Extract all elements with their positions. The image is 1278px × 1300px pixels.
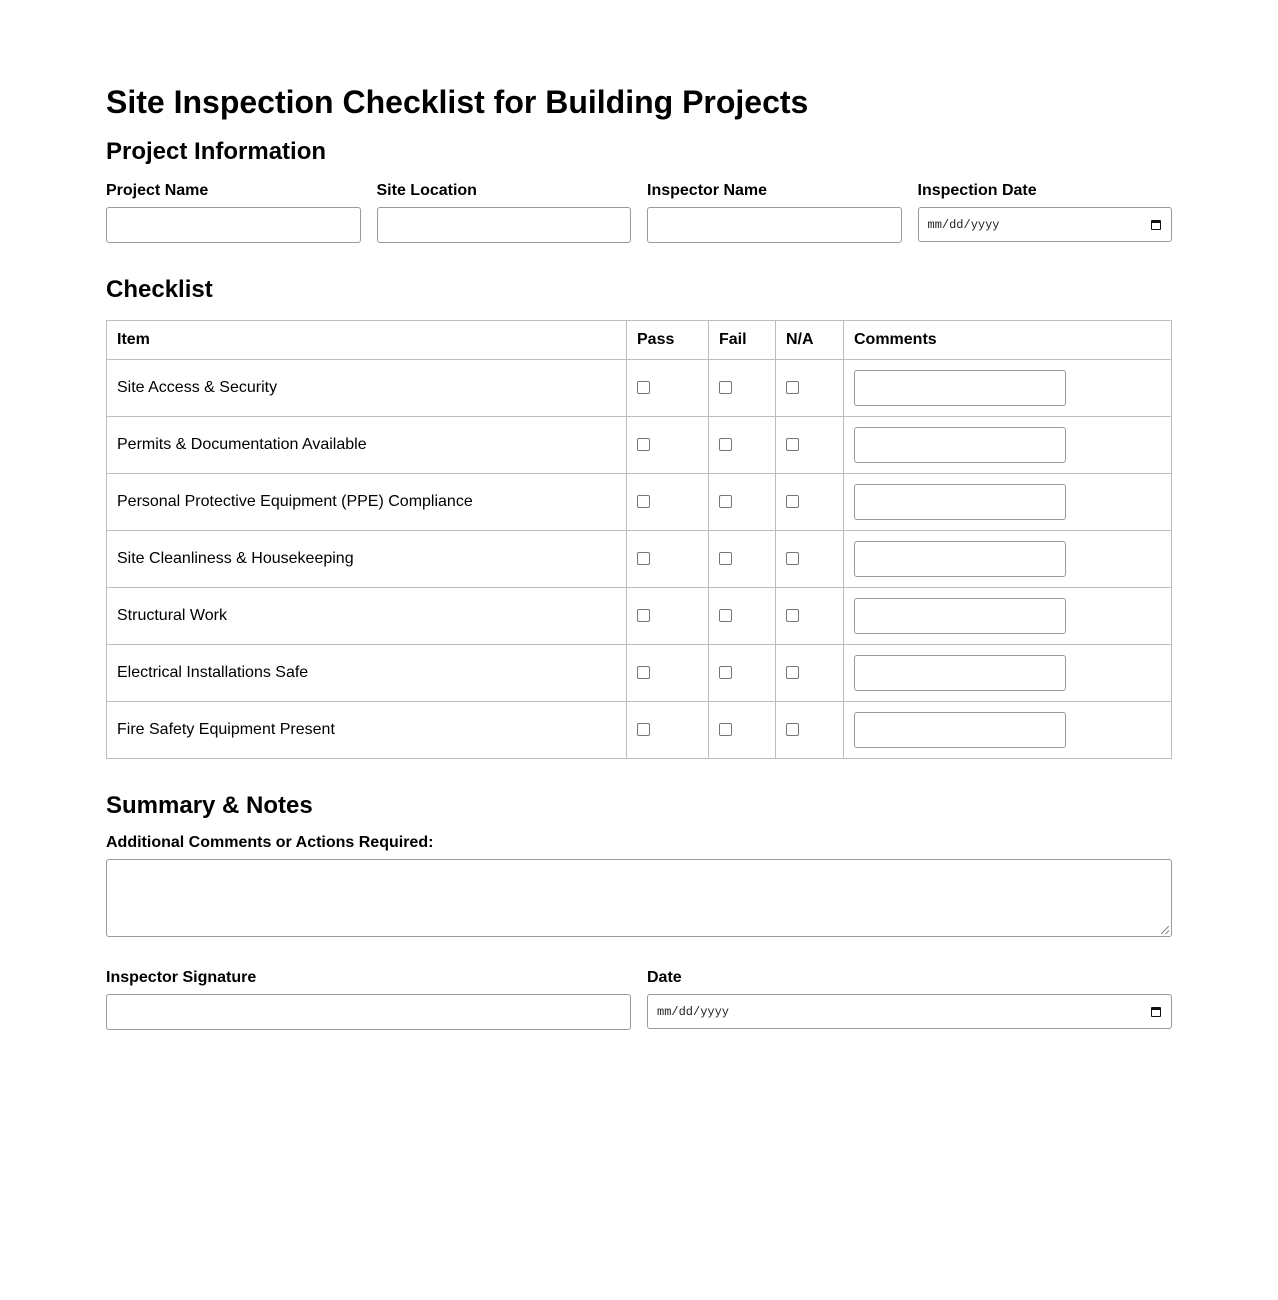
calendar-icon[interactable] — [1151, 220, 1161, 230]
site-location-input[interactable] — [377, 207, 632, 243]
na-checkbox[interactable] — [786, 381, 799, 394]
project-info-heading: Project Information — [106, 138, 327, 165]
checklist-body — [107, 360, 1172, 759]
comments-cell — [844, 702, 1172, 759]
checklist-item-label: Electrical Installations Safe — [107, 645, 627, 702]
comment-input[interactable] — [854, 712, 1066, 748]
comments-cell — [844, 360, 1172, 417]
comments-cell — [844, 588, 1172, 645]
pass-cell — [627, 531, 709, 588]
pass-checkbox[interactable] — [637, 666, 650, 679]
signature-date-label: Date — [647, 969, 682, 986]
signature-date-input[interactable] — [647, 994, 1172, 1029]
na-cell — [776, 645, 844, 702]
calendar-icon[interactable] — [1151, 1007, 1161, 1017]
comments-cell — [844, 645, 1172, 702]
comment-input[interactable] — [854, 370, 1066, 406]
fail-cell — [709, 531, 776, 588]
fail-cell — [709, 360, 776, 417]
column-header-comments: Comments — [844, 321, 1172, 360]
fail-checkbox[interactable] — [719, 666, 732, 679]
comments-cell — [844, 417, 1172, 474]
inspector-name-label: Inspector Name — [647, 182, 768, 199]
additional-comments-label: Additional Comments or Actions Required: — [106, 834, 434, 851]
pass-checkbox[interactable] — [637, 552, 650, 565]
inspector-signature-label: Inspector Signature — [106, 969, 257, 986]
comment-input[interactable] — [854, 541, 1066, 577]
signature-date-field — [647, 969, 1172, 1030]
na-checkbox[interactable] — [786, 666, 799, 679]
column-header-na: N/A — [776, 321, 844, 360]
na-checkbox[interactable] — [786, 609, 799, 622]
pass-cell — [627, 360, 709, 417]
pass-cell — [627, 417, 709, 474]
signature-row — [106, 969, 1172, 1030]
fail-checkbox[interactable] — [719, 723, 732, 736]
pass-checkbox[interactable] — [637, 495, 650, 508]
column-header-item: Item — [107, 321, 627, 360]
fail-checkbox[interactable] — [719, 495, 732, 508]
fail-checkbox[interactable] — [719, 381, 732, 394]
checklist-item-label: Permits & Documentation Available — [107, 417, 627, 474]
pass-cell — [627, 588, 709, 645]
checklist-table — [106, 320, 1172, 759]
fail-cell — [709, 702, 776, 759]
summary-heading: Summary & Notes — [106, 792, 313, 819]
inspection-date-field — [918, 182, 1173, 243]
fail-checkbox[interactable] — [719, 438, 732, 451]
project-name-input[interactable] — [106, 207, 361, 243]
pass-checkbox[interactable] — [637, 381, 650, 394]
table-row — [107, 702, 1172, 759]
table-row — [107, 588, 1172, 645]
comment-input[interactable] — [854, 655, 1066, 691]
comments-cell — [844, 531, 1172, 588]
comment-input[interactable] — [854, 484, 1066, 520]
na-cell — [776, 702, 844, 759]
na-cell — [776, 417, 844, 474]
fail-cell — [709, 417, 776, 474]
inspector-signature-field — [106, 969, 631, 1030]
inspector-signature-input[interactable] — [106, 994, 631, 1030]
project-name-label: Project Name — [106, 182, 209, 199]
column-header-fail: Fail — [709, 321, 776, 360]
checklist-heading: Checklist — [106, 276, 213, 303]
pass-checkbox[interactable] — [637, 609, 650, 622]
pass-cell — [627, 645, 709, 702]
fail-cell — [709, 588, 776, 645]
checklist-item-label: Fire Safety Equipment Present — [107, 702, 627, 759]
inspection-date-placeholder: mm/dd/yyyy — [927, 217, 1000, 232]
table-row — [107, 645, 1172, 702]
inspector-name-input[interactable] — [647, 207, 902, 243]
inspection-date-input[interactable] — [918, 207, 1173, 242]
comments-cell — [844, 474, 1172, 531]
na-checkbox[interactable] — [786, 552, 799, 565]
table-row — [107, 417, 1172, 474]
na-checkbox[interactable] — [786, 495, 799, 508]
column-header-pass: Pass — [627, 321, 709, 360]
page-title: Site Inspection Checklist for Building Projects — [106, 84, 809, 120]
fail-checkbox[interactable] — [719, 609, 732, 622]
table-row — [107, 531, 1172, 588]
na-cell — [776, 360, 844, 417]
inspector-name-field — [647, 182, 902, 243]
inspection-date-label: Inspection Date — [917, 182, 1037, 199]
checklist-header-row — [107, 321, 1172, 360]
project-name-field — [106, 182, 361, 243]
pass-checkbox[interactable] — [637, 723, 650, 736]
site-location-label: Site Location — [376, 182, 477, 199]
pass-cell — [627, 474, 709, 531]
site-location-field — [377, 182, 632, 243]
comment-input[interactable] — [854, 427, 1066, 463]
na-cell — [776, 474, 844, 531]
project-info-row — [106, 182, 1172, 243]
resize-handle-icon[interactable] — [1161, 926, 1169, 934]
na-checkbox[interactable] — [786, 438, 799, 451]
comment-input[interactable] — [854, 598, 1066, 634]
table-row — [107, 360, 1172, 417]
na-cell — [776, 588, 844, 645]
fail-checkbox[interactable] — [719, 552, 732, 565]
pass-cell — [627, 702, 709, 759]
table-row — [107, 474, 1172, 531]
na-checkbox[interactable] — [786, 723, 799, 736]
na-cell — [776, 531, 844, 588]
checklist-item-label: Structural Work — [107, 588, 627, 645]
fail-cell — [709, 645, 776, 702]
additional-comments-textarea[interactable] — [106, 859, 1172, 937]
signature-date-placeholder: mm/dd/yyyy — [657, 1004, 730, 1019]
fail-cell — [709, 474, 776, 531]
pass-checkbox[interactable] — [637, 438, 650, 451]
checklist-item-label: Site Access & Security — [107, 360, 627, 417]
checklist-item-label: Site Cleanliness & Housekeeping — [107, 531, 627, 588]
checklist-item-label: Personal Protective Equipment (PPE) Compliance — [107, 474, 627, 531]
